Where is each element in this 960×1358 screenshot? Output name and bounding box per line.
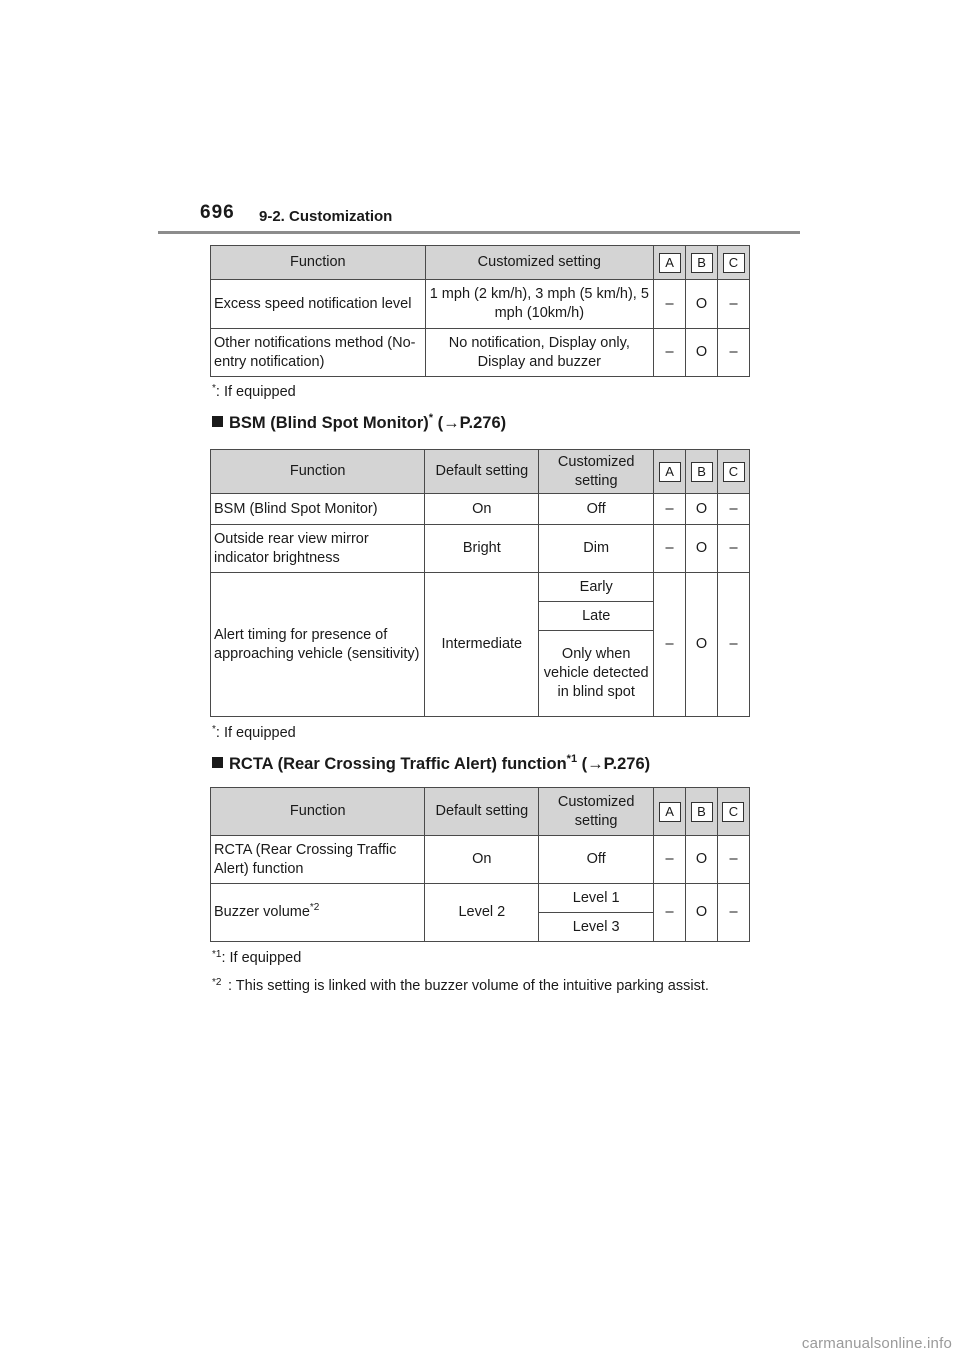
watermark: carmanualsonline.info	[801, 1335, 952, 1352]
header-b	[686, 246, 718, 280]
cell-b: O	[686, 280, 718, 329]
table-row	[211, 525, 750, 573]
footnote-text: : If equipped	[221, 950, 302, 966]
footnote-1	[212, 383, 296, 402]
cell-b: O	[686, 525, 718, 573]
header-c	[718, 450, 750, 494]
cell-function: Alert timing for presence of approaching vehicle (sensitivity)	[211, 573, 425, 717]
cell-a: –	[654, 494, 686, 525]
cell-c: –	[718, 280, 750, 329]
bsm-heading	[212, 414, 506, 433]
cell-customized: 1 mph (2 km/h), 3 mph (5 km/h), 5 mph (10km/h)	[425, 280, 654, 329]
cell-customized: Off	[539, 494, 654, 525]
header-default-setting: Default setting	[425, 788, 539, 836]
cell-b: O	[686, 329, 718, 377]
header-c	[718, 246, 750, 280]
bsm-page-ref: (→P.276)	[433, 414, 507, 432]
box-b-label: B	[691, 802, 713, 822]
cell-default: Bright	[425, 525, 539, 573]
cell-default: On	[425, 836, 539, 884]
table-row	[211, 884, 750, 913]
cell-a: –	[654, 525, 686, 573]
footnote-4	[212, 977, 732, 996]
header-function: Function	[211, 450, 425, 494]
cell-b: O	[686, 573, 718, 717]
cell-c: –	[718, 573, 750, 717]
box-a-label: A	[659, 802, 681, 822]
header-function: Function	[211, 246, 426, 280]
header-customized-setting: Customized setting	[539, 450, 654, 494]
box-c-label: C	[723, 253, 745, 273]
footnote-2	[212, 724, 296, 743]
notification-settings-table	[210, 245, 750, 377]
bullet-square-icon	[212, 757, 223, 768]
cell-b: O	[686, 494, 718, 525]
header-c	[717, 788, 749, 836]
bsm-heading-mark: *	[428, 412, 434, 424]
header-a	[654, 450, 686, 494]
box-a-label: A	[659, 253, 681, 273]
header-customized-setting: Customized setting	[539, 788, 654, 836]
box-c-label: C	[722, 802, 744, 822]
cell-function: Excess speed notification level	[211, 280, 426, 329]
cell-a: –	[654, 329, 686, 377]
cell-c: –	[717, 836, 749, 884]
table-row	[211, 329, 750, 377]
rcta-heading-text: RCTA (Rear Crossing Traffic Alert) function	[229, 755, 567, 773]
table-row	[211, 494, 750, 525]
cell-function: RCTA (Rear Crossing Traffic Alert) function	[211, 836, 425, 884]
cell-c: –	[718, 525, 750, 573]
cell-a: –	[654, 884, 686, 942]
function-mark: *2	[309, 902, 320, 913]
cell-function	[211, 884, 425, 942]
header-default-setting: Default setting	[425, 450, 539, 494]
cell-default: Intermediate	[425, 573, 539, 717]
footnote-text: : This setting is linked with the buzzer volume of the intuitive parking assist.	[228, 978, 709, 994]
footnote-text: : If equipped	[215, 725, 296, 741]
table-header-row	[211, 246, 750, 280]
cell-function: BSM (Blind Spot Monitor)	[211, 494, 425, 525]
cell-c: –	[718, 494, 750, 525]
box-c-label: C	[723, 462, 745, 482]
footnote-mark: *	[212, 383, 216, 394]
footnote-3	[212, 949, 301, 968]
box-b-label: B	[691, 253, 713, 273]
header-b	[686, 450, 718, 494]
rcta-page-ref: (→P.276)	[577, 755, 651, 773]
cell-function: Other notifications method (No-entry notification)	[211, 329, 426, 377]
section-title: 9-2. Customization	[259, 208, 393, 225]
header-customized-setting: Customized setting	[425, 246, 654, 280]
cell-function: Outside rear view mirror indicator brightness	[211, 525, 425, 573]
footnote-mark: *1	[212, 949, 222, 960]
table-row	[211, 836, 750, 884]
rcta-heading	[212, 755, 650, 774]
cell-option: Only when vehicle detected in blind spot	[539, 631, 654, 717]
bullet-square-icon	[212, 416, 223, 427]
cell-c: –	[717, 884, 749, 942]
header-b	[686, 788, 718, 836]
bsm-heading-text: BSM (Blind Spot Monitor)	[229, 414, 429, 432]
cell-b: O	[686, 836, 718, 884]
cell-option: Level 1	[539, 884, 654, 913]
header-a	[654, 246, 686, 280]
table-header-row	[211, 450, 750, 494]
cell-option: Early	[539, 573, 654, 602]
cell-c: –	[718, 329, 750, 377]
page-number: 696	[200, 202, 235, 223]
cell-customized: Dim	[539, 525, 654, 573]
footnote-mark: *	[212, 724, 216, 735]
header-function: Function	[211, 788, 425, 836]
table-header-row	[211, 788, 750, 836]
cell-option: Level 3	[539, 913, 654, 942]
cell-customized: Off	[539, 836, 654, 884]
cell-default: On	[425, 494, 539, 525]
header-rule	[158, 231, 800, 234]
footnote-mark-wrap	[212, 977, 221, 996]
box-a-label: A	[659, 462, 681, 482]
rcta-heading-mark: *1	[566, 753, 578, 765]
box-b-label: B	[691, 462, 713, 482]
table-row	[211, 573, 750, 602]
cell-option: Late	[539, 602, 654, 631]
footnote-text: : If equipped	[215, 384, 296, 400]
cell-a: –	[654, 573, 686, 717]
cell-a: –	[654, 836, 686, 884]
cell-b: O	[686, 884, 718, 942]
cell-customized: No notification, Display only, Display and buzzer	[425, 329, 654, 377]
table-row	[211, 280, 750, 329]
cell-function-text: Buzzer volume	[214, 904, 310, 920]
rcta-settings-table	[210, 787, 750, 942]
header-a	[654, 788, 686, 836]
footnote-mark: *2	[212, 977, 222, 988]
bsm-settings-table	[210, 449, 750, 717]
cell-default: Level 2	[425, 884, 539, 942]
cell-a: –	[654, 280, 686, 329]
